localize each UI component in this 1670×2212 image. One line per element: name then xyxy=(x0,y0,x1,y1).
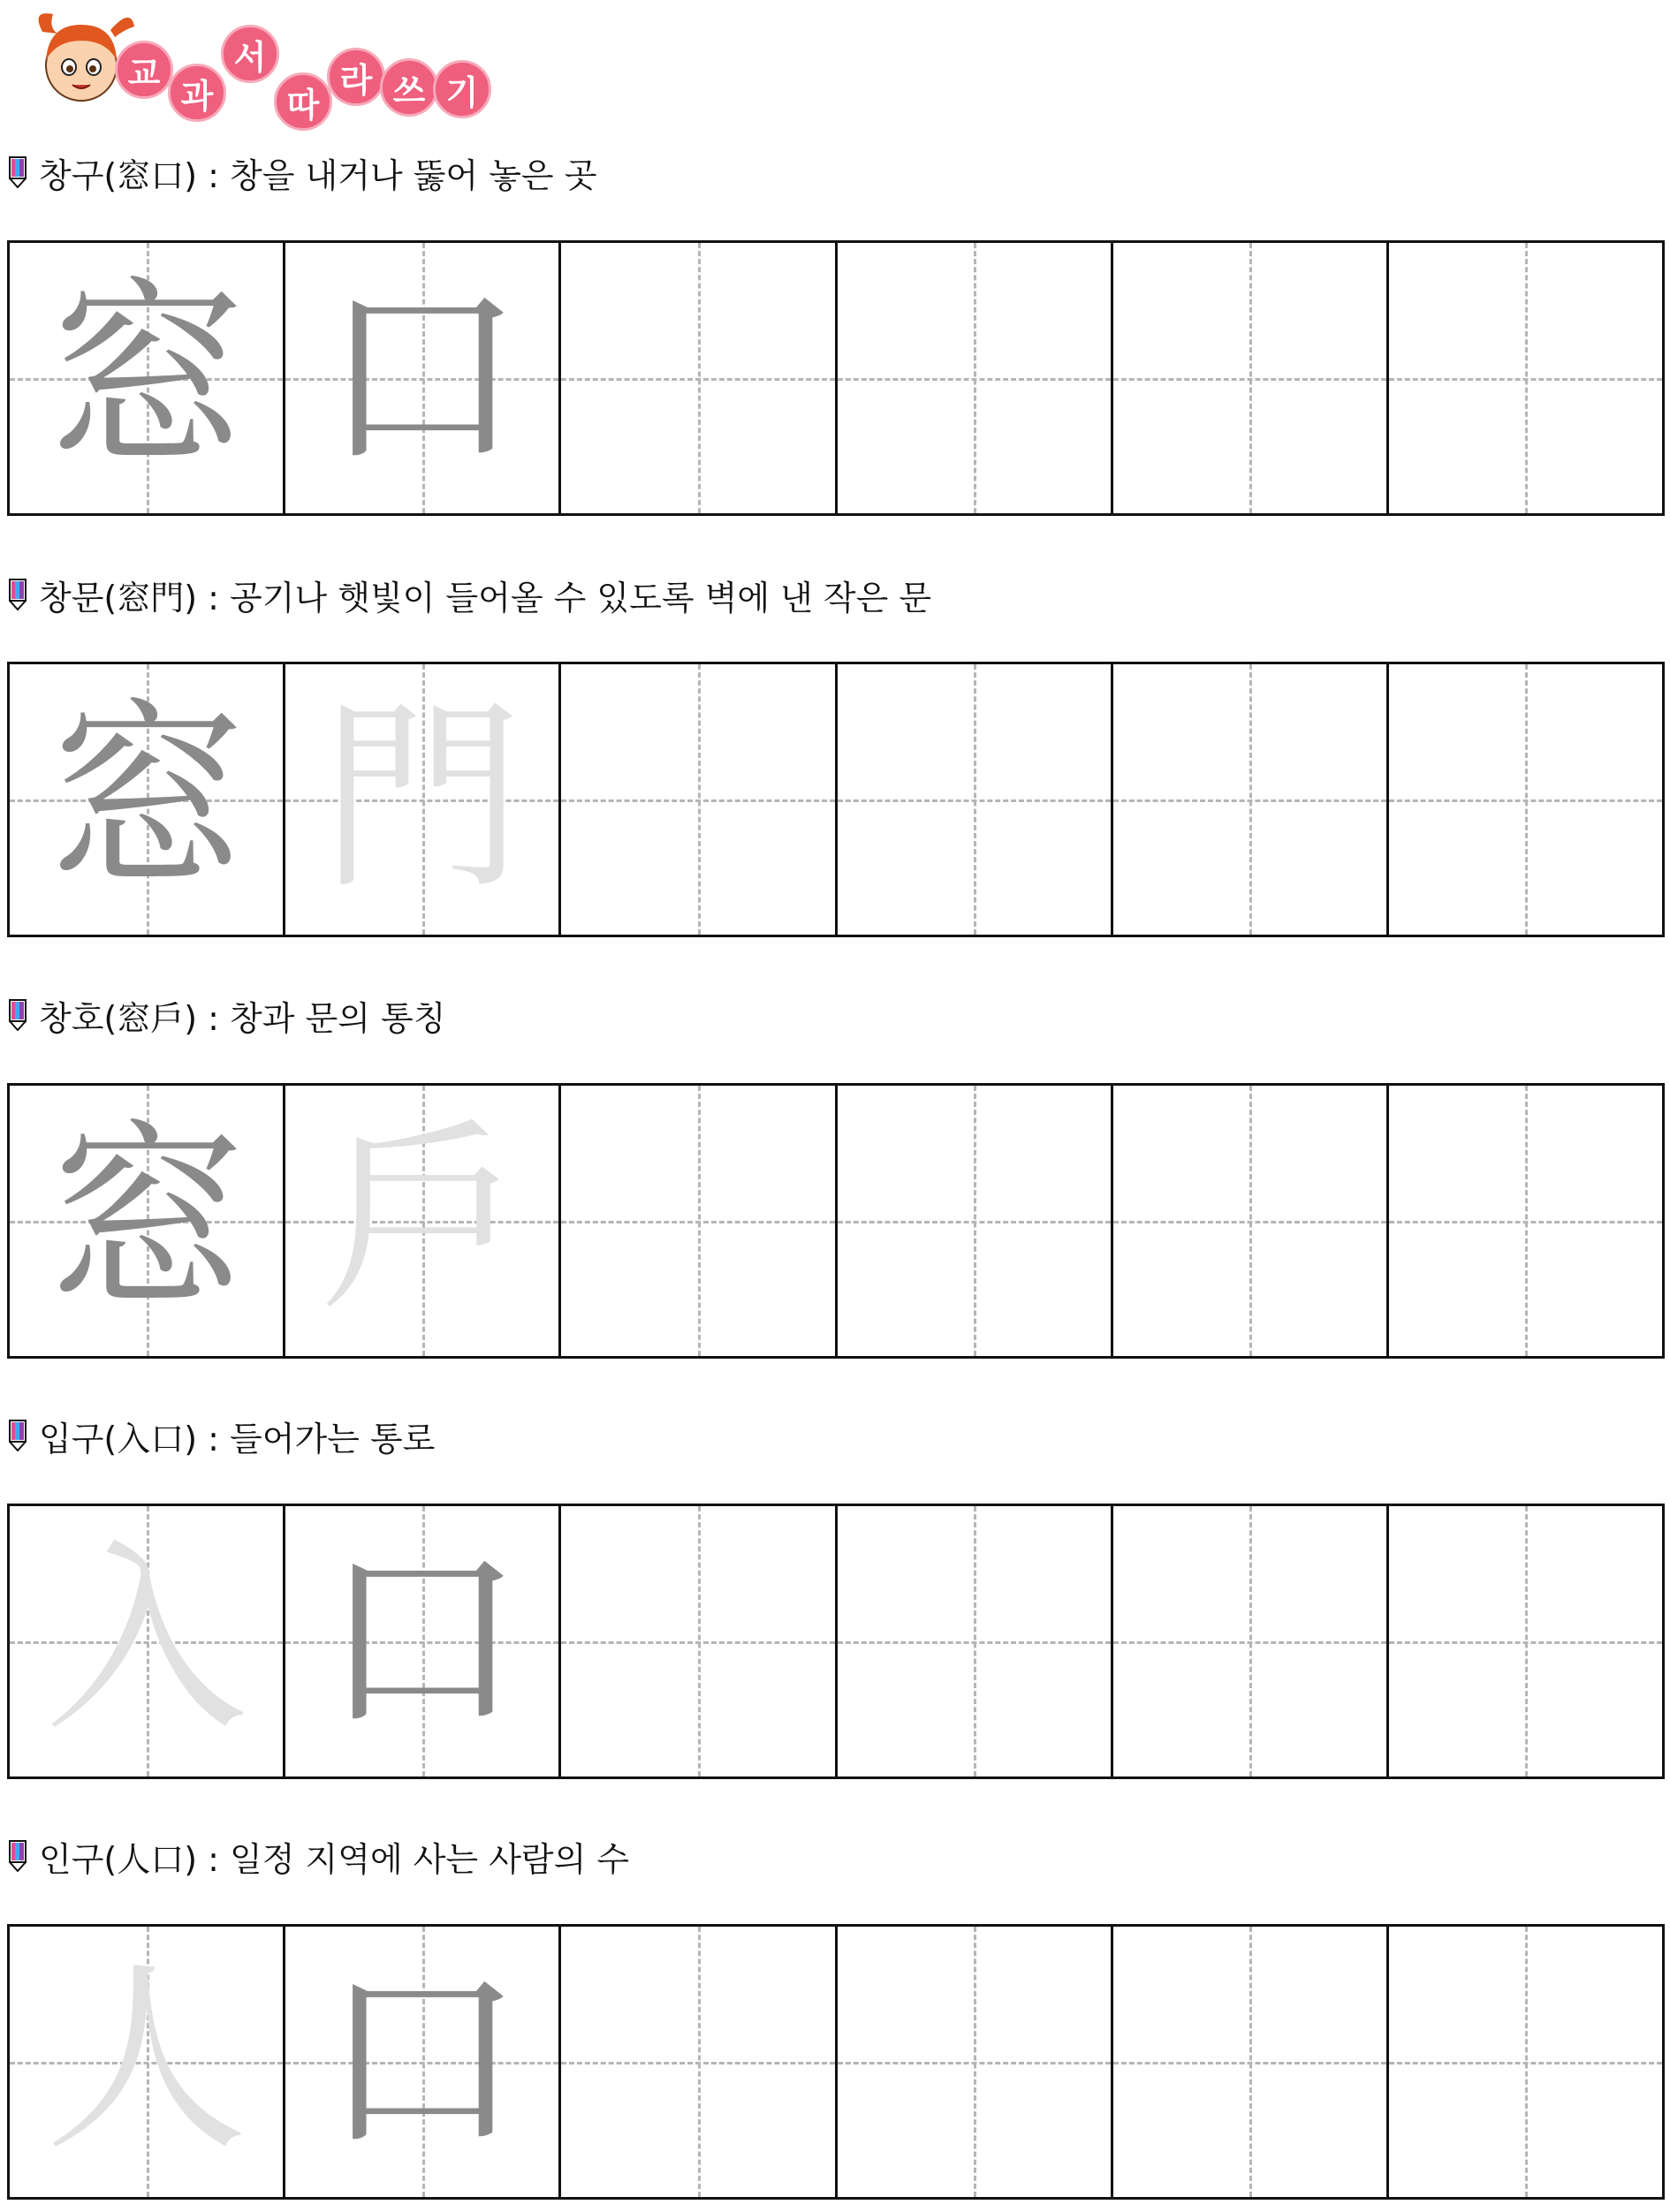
header-letter-4: 따 xyxy=(274,72,332,131)
section-title-row xyxy=(9,150,596,194)
grid-cell-5[interactable] xyxy=(1113,243,1389,513)
grid-cell-5[interactable] xyxy=(1113,1086,1389,1356)
grid-cell-2[interactable] xyxy=(285,1086,561,1356)
practice-grid xyxy=(7,240,1665,516)
section-title-row xyxy=(9,1834,629,1878)
grid-cell-2[interactable] xyxy=(285,1927,561,2197)
trace-glyph: 窓 xyxy=(44,681,248,917)
header-letter-3: 서 xyxy=(221,25,279,83)
trace-glyph: 口 xyxy=(320,1523,524,1759)
grid-cell-1[interactable] xyxy=(10,1506,285,1776)
trace-glyph: 戶 xyxy=(320,1102,524,1338)
practice-section-3 xyxy=(0,993,1670,1364)
section-title-row xyxy=(9,993,445,1037)
pencil-icon xyxy=(9,1840,27,1872)
section-title: 입구(入口) : 들어가는 통로 xyxy=(39,1419,436,1458)
grid-cell-4[interactable] xyxy=(838,1086,1113,1356)
grid-cell-2[interactable] xyxy=(285,243,561,513)
grid-cell-4[interactable] xyxy=(838,1506,1113,1776)
grid-cell-4[interactable] xyxy=(838,1927,1113,2197)
section-title: 인구(人口) : 일정 지역에 사는 사람의 수 xyxy=(39,1839,630,1879)
practice-section-4 xyxy=(0,1413,1670,1784)
header-letter-7: 기 xyxy=(433,60,491,118)
grid-cell-3[interactable] xyxy=(561,1086,837,1356)
section-title: 창문(窓門) : 공기나 햇빛이 들어올 수 있도록 벽에 낸 작은 문 xyxy=(39,578,932,617)
grid-cell-1[interactable] xyxy=(10,1927,285,2197)
practice-grid xyxy=(7,662,1665,937)
grid-cell-5[interactable] xyxy=(1113,664,1389,935)
trace-glyph: 窓 xyxy=(44,1102,248,1338)
grid-cell-6[interactable] xyxy=(1389,1927,1662,2197)
practice-grid xyxy=(7,1083,1665,1359)
section-title-row xyxy=(9,1413,435,1458)
grid-cell-6[interactable] xyxy=(1389,243,1662,513)
grid-cell-2[interactable] xyxy=(285,1506,561,1776)
grid-cell-2[interactable] xyxy=(285,664,561,935)
grid-cell-5[interactable] xyxy=(1113,1927,1389,2197)
section-title: 창호(窓戶) : 창과 문의 통칭 xyxy=(39,998,446,1038)
grid-cell-4[interactable] xyxy=(838,243,1113,513)
header-badge xyxy=(27,5,486,125)
grid-cell-3[interactable] xyxy=(561,664,837,935)
header-letter-6: 쓰 xyxy=(380,58,438,117)
header-letter-1: 교 xyxy=(115,41,173,99)
pencil-icon xyxy=(9,579,27,610)
trace-glyph: 門 xyxy=(320,681,524,917)
practice-grid xyxy=(7,1924,1665,2200)
section-title: 창구(窓口) : 창을 내거나 뚫어 놓은 곳 xyxy=(39,155,597,195)
grid-cell-1[interactable] xyxy=(10,1086,285,1356)
grid-cell-3[interactable] xyxy=(561,1506,837,1776)
grid-cell-1[interactable] xyxy=(10,664,285,935)
grid-cell-3[interactable] xyxy=(561,1927,837,2197)
grid-cell-6[interactable] xyxy=(1389,1506,1662,1776)
grid-cell-6[interactable] xyxy=(1389,1086,1662,1356)
pencil-icon xyxy=(9,156,27,188)
trace-glyph: 人 xyxy=(44,1943,248,2179)
trace-glyph: 窓 xyxy=(44,260,248,496)
trace-glyph: 口 xyxy=(320,260,524,496)
section-title-row xyxy=(9,572,931,617)
grid-cell-4[interactable] xyxy=(838,664,1113,935)
grid-cell-6[interactable] xyxy=(1389,664,1662,935)
grid-cell-1[interactable] xyxy=(10,243,285,513)
practice-grid xyxy=(7,1504,1665,1779)
pencil-icon xyxy=(9,999,27,1031)
pencil-icon xyxy=(9,1420,27,1451)
practice-section-1 xyxy=(0,150,1670,521)
trace-glyph: 入 xyxy=(44,1523,248,1759)
practice-section-5 xyxy=(0,1834,1670,2205)
trace-glyph: 口 xyxy=(320,1943,524,2179)
grid-cell-5[interactable] xyxy=(1113,1506,1389,1776)
header-letter-5: 라 xyxy=(327,48,385,106)
header-letter-2: 과 xyxy=(168,64,226,122)
grid-cell-3[interactable] xyxy=(561,243,837,513)
practice-section-2 xyxy=(0,572,1670,943)
